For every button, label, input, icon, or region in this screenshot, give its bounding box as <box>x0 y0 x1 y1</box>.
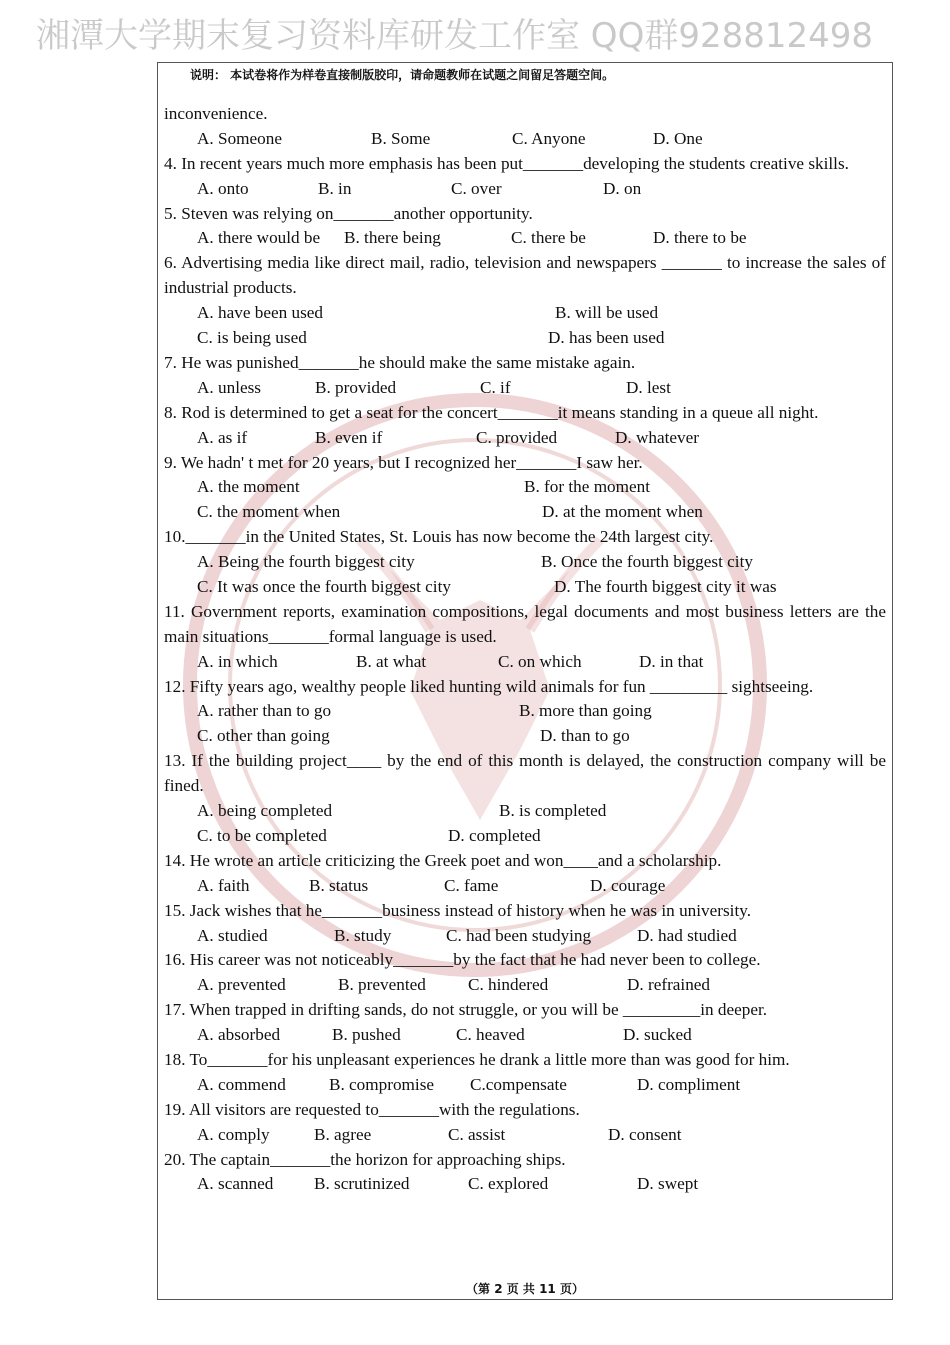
options-row-q14 <box>164 874 886 899</box>
option: B. at what <box>356 651 427 671</box>
option: D. on <box>603 178 642 198</box>
question-18: 18. To_______for his unpleasant experiences he drank a little more than was good for him. <box>164 1049 790 1069</box>
option: A. prevented <box>197 975 286 995</box>
question-19: 19. All visitors are requested to_______with the regulations. <box>164 1099 580 1119</box>
question-8: 8. Rod is determined to get a seat for the concert_______it means standing in a queue all night. <box>164 402 819 422</box>
option: C. had been studying <box>446 925 592 945</box>
options-row-q8 <box>164 426 886 451</box>
option: B. status <box>309 875 369 895</box>
option: A. have been used <box>197 303 323 323</box>
option: A. as if <box>197 427 248 447</box>
option: C. there be <box>511 228 586 248</box>
options-row-q10b <box>164 575 886 600</box>
question-5: 5. Steven was relying on_______another opportunity. <box>164 203 533 223</box>
options-row-q13a <box>164 799 886 824</box>
option: C. Anyone <box>512 128 586 148</box>
option: B. more than going <box>519 701 652 721</box>
options-row-q6b <box>164 326 886 351</box>
options-row-q20 <box>164 1172 886 1197</box>
option: D. sucked <box>623 1025 692 1045</box>
option: A. studied <box>197 925 268 945</box>
question-10: 10._______in the United States, St. Louis has now become the 24th largest city. <box>164 527 714 547</box>
options-row-q7 <box>164 376 886 401</box>
option: A. commend <box>197 1074 286 1094</box>
option: A. unless <box>197 377 261 397</box>
option: C. is being used <box>197 328 307 348</box>
option: D. The fourth biggest city it was <box>554 576 777 596</box>
option: B. compromise <box>329 1074 435 1094</box>
option: C. explored <box>468 1174 549 1194</box>
option: C. assist <box>448 1124 506 1144</box>
option: C. It was once the fourth biggest city <box>197 576 451 596</box>
options-row-q6a <box>164 301 886 326</box>
option: B. prevented <box>338 975 426 995</box>
options-row-q11 <box>164 650 886 675</box>
option: A. Someone <box>197 128 282 148</box>
option: D. consent <box>608 1124 682 1144</box>
options-row-q5 <box>164 226 886 251</box>
option: B. Some <box>371 128 431 148</box>
option: B. pushed <box>332 1025 401 1045</box>
option: D. completed <box>448 825 541 845</box>
option: B. agree <box>314 1124 372 1144</box>
options-row-q4 <box>164 177 886 202</box>
option: B. there being <box>344 228 441 248</box>
option: A. in which <box>197 651 278 671</box>
option: C. if <box>480 377 511 397</box>
option: C. over <box>451 178 502 198</box>
option: C.compensate <box>470 1074 567 1094</box>
options-row-q19 <box>164 1123 886 1148</box>
option: A. Being the fourth biggest city <box>197 552 415 572</box>
option: D. swept <box>637 1174 699 1194</box>
option: C. fame <box>444 875 499 895</box>
question-14: 14. He wrote an article criticizing the Greek poet and won____and a scholarship. <box>164 850 722 870</box>
options-row-q12b <box>164 724 886 749</box>
question-9: 9. We hadn' t met for 20 years, but I recognized her_______I saw her. <box>164 452 643 472</box>
option: D. had studied <box>637 925 737 945</box>
option: A. the moment <box>197 477 300 497</box>
question-11: 11. Government reports, examination compositions, legal documents and most business letters are the main situations_______formal language is used. <box>164 601 886 646</box>
option: D. courage <box>590 875 666 895</box>
option: D. whatever <box>615 427 699 447</box>
option: C. to be completed <box>197 825 327 845</box>
option: B. study <box>334 925 392 945</box>
option: C. provided <box>476 427 558 447</box>
question-13: 13. If the building project____ by the end of this month is delayed, the construction company will be fined. <box>164 751 886 796</box>
question-6: 6. Advertising media like direct mail, radio, television and newspapers _______ to increase the sales of industrial products. <box>164 253 886 298</box>
option: D. One <box>653 128 703 148</box>
instructions-note: 说明： 本试卷将作为样卷直接制版胶印，请命题教师在试题之间留足答题空间。 <box>190 68 615 82</box>
question-17: 17. When trapped in drifting sands, do not struggle, or you will be _________in deeper. <box>164 1000 768 1020</box>
option: B. Once the fourth biggest city <box>541 552 753 572</box>
option: D. there to be <box>653 228 747 248</box>
continuation-text: inconvenience. <box>164 104 268 123</box>
option: B. provided <box>315 377 397 397</box>
options-row-q3 <box>164 127 886 152</box>
page-header-banner: 湘潭大学期末复习资料库研发工作室 QQ群928812498 <box>36 16 874 56</box>
option: D. refrained <box>627 975 711 995</box>
option: D. lest <box>626 377 671 397</box>
option: D. than to go <box>540 726 630 746</box>
option: C. the moment when <box>197 502 341 522</box>
options-row-q17 <box>164 1023 886 1048</box>
option: B. will be used <box>555 303 659 323</box>
option: A. being completed <box>197 801 333 821</box>
option: B. even if <box>315 427 383 447</box>
option: D. at the moment when <box>542 502 703 522</box>
option: A. there would be <box>197 228 321 248</box>
options-row-q9a <box>164 475 886 500</box>
option: D. has been used <box>548 328 665 348</box>
question-15: 15. Jack wishes that he_______business instead of history when he was in university. <box>164 900 751 920</box>
option: B. in <box>318 178 352 198</box>
options-row-q18 <box>164 1073 886 1098</box>
option: A. comply <box>197 1124 270 1144</box>
options-row-q15 <box>164 924 886 949</box>
option: C. other than going <box>197 726 330 746</box>
option: D. compliment <box>637 1074 741 1094</box>
question-16: 16. His career was not noticeably_______by the fact that he had never been to college. <box>164 950 761 970</box>
options-row-q9b <box>164 500 886 525</box>
option: B. is completed <box>499 801 607 821</box>
question-12: 12. Fifty years ago, wealthy people liked hunting wild animals for fun _________ sightseeing. <box>164 676 814 696</box>
option: A. onto <box>197 178 249 198</box>
question-4: 4. In recent years much more emphasis has been put_______developing the students creative skills. <box>164 153 849 173</box>
option: B. for the moment <box>524 477 651 497</box>
option: A. faith <box>197 875 250 895</box>
option: C. hindered <box>468 975 549 995</box>
question-7: 7. He was punished_______he should make the same mistake again. <box>164 352 636 372</box>
page-number-footer: （第 2 页 共 11 页） <box>466 1282 584 1296</box>
options-row-q12a <box>164 699 886 724</box>
question-content <box>164 102 886 1197</box>
option: B. scrutinized <box>314 1174 410 1194</box>
option: C. heaved <box>456 1025 525 1045</box>
options-row-q16 <box>164 973 886 998</box>
question-20: 20. The captain_______the horizon for approaching ships. <box>164 1149 566 1169</box>
option: A. rather than to go <box>197 701 332 721</box>
option: A. scanned <box>197 1174 274 1194</box>
options-row-q13b <box>164 824 886 849</box>
options-row-q10a <box>164 550 886 575</box>
option: A. absorbed <box>197 1025 281 1045</box>
option: D. in that <box>639 651 704 671</box>
option: C. on which <box>498 651 582 671</box>
